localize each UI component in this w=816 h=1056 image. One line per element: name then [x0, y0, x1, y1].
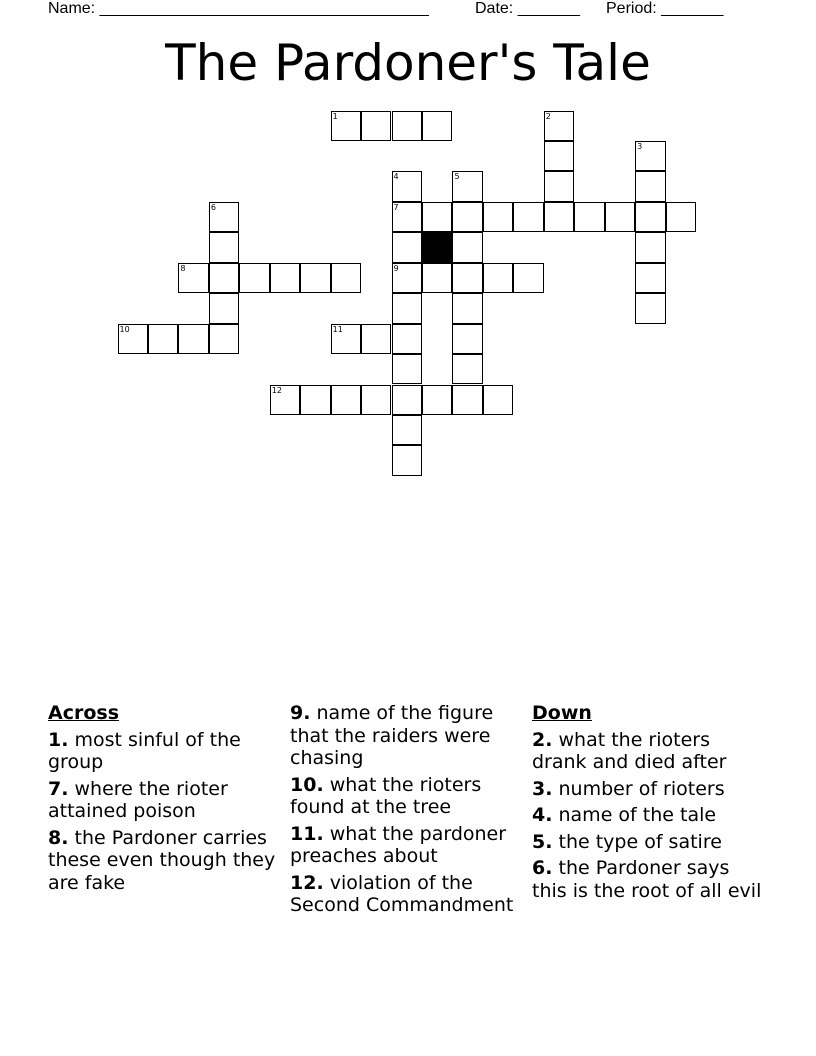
clue-number-label: 9 [393, 263, 399, 273]
grid-cell[interactable] [300, 263, 330, 293]
clue-number: 4. [532, 804, 553, 826]
grid-cell[interactable] [361, 385, 391, 415]
clue-number-label: 7 [393, 202, 399, 212]
grid-cell[interactable] [361, 324, 391, 354]
clue-down-3 [532, 778, 768, 801]
grid-cell[interactable] [452, 171, 482, 201]
clue-across-12 [290, 872, 526, 917]
grid-cell[interactable] [331, 385, 361, 415]
clue-number: 7. [48, 777, 69, 800]
grid-cell[interactable] [452, 263, 482, 293]
grid-cell[interactable] [574, 202, 604, 232]
grid-cell[interactable] [178, 324, 208, 354]
grid-cell[interactable] [422, 202, 452, 232]
grid-cell[interactable] [513, 202, 543, 232]
grid-cell[interactable] [483, 385, 513, 415]
clue-number-label: 2 [545, 111, 551, 121]
clue-down-4 [532, 804, 768, 827]
grid-cell[interactable] [331, 263, 361, 293]
grid-cell[interactable] [178, 263, 208, 293]
down-heading: Down [532, 702, 592, 724]
clue-down-2 [532, 729, 768, 774]
clue-number: 9. [290, 702, 311, 724]
clue-number: 3. [532, 777, 553, 800]
clue-number: 8. [48, 826, 69, 849]
clue-number: 12. [290, 871, 324, 894]
grid-cell[interactable] [605, 202, 635, 232]
grid-cell[interactable] [209, 232, 239, 262]
grid-cell[interactable] [209, 293, 239, 323]
clue-number: 5. [532, 830, 553, 853]
grid-cell[interactable] [392, 354, 422, 384]
page-title: The Pardoner's Tale [165, 34, 651, 92]
clue-text: where the rioter attained poison [48, 777, 228, 822]
clue-across-8 [48, 827, 284, 895]
grid-cell[interactable] [452, 232, 482, 262]
grid-cell[interactable] [148, 324, 178, 354]
clue-across-9 [290, 702, 526, 770]
grid-cell[interactable] [392, 263, 422, 293]
grid-cell[interactable] [635, 293, 665, 323]
grid-cell[interactable] [300, 385, 330, 415]
clue-number-label: 8 [180, 263, 186, 273]
name-field-label[interactable]: Name: _____________________________________ [48, 0, 429, 17]
grid-cell[interactable] [513, 263, 543, 293]
across-heading: Across [48, 702, 120, 724]
grid-cell[interactable] [239, 263, 269, 293]
clue-across-1 [48, 729, 284, 774]
grid-cell[interactable] [452, 324, 482, 354]
clues-column-3 [532, 702, 768, 906]
clue-text: the type of satire [558, 830, 722, 853]
clue-number: 6. [532, 857, 553, 879]
clue-text: name of the figure that the raiders were chasing [290, 702, 494, 769]
clue-number-label: 10 [119, 324, 130, 334]
grid-cell[interactable] [331, 324, 361, 354]
clue-number-label: 5 [454, 172, 460, 182]
grid-cell[interactable] [392, 324, 422, 354]
grid-cell[interactable] [392, 385, 422, 415]
grid-cell[interactable] [331, 111, 361, 141]
grid-cell[interactable] [392, 232, 422, 262]
grid-cell[interactable] [392, 293, 422, 323]
clue-number: 10. [290, 773, 324, 796]
clue-text: most sinful of the group [48, 728, 241, 773]
clue-across-10 [290, 774, 526, 819]
grid-cell[interactable] [635, 171, 665, 201]
grid-cell[interactable] [361, 111, 391, 141]
clue-number-label: 3 [637, 141, 643, 151]
clue-number-label: 6 [210, 202, 216, 212]
grid-cell[interactable] [392, 445, 422, 475]
grid-cell[interactable] [635, 202, 665, 232]
grid-cell[interactable] [635, 263, 665, 293]
grid-cell[interactable] [544, 171, 574, 201]
period-field-label[interactable]: Period: _______ [606, 0, 724, 17]
grid-cell[interactable] [452, 385, 482, 415]
clue-text: violation of the Second Commandment [290, 871, 514, 916]
clue-number-label: 4 [393, 172, 399, 182]
clue-number-label: 11 [332, 324, 343, 334]
clues-column-1 [48, 702, 284, 898]
grid-cell[interactable] [392, 171, 422, 201]
clue-text: number of rioters [558, 777, 725, 800]
grid-cell[interactable] [544, 141, 574, 171]
clue-text: the Pardoner carries these even though they are fake [48, 826, 276, 894]
grid-cell[interactable] [209, 324, 239, 354]
grid-cell[interactable] [209, 263, 239, 293]
date-field-label[interactable]: Date: _______ [475, 0, 580, 17]
clue-number: 2. [532, 728, 553, 751]
clue-number: 1. [48, 728, 69, 751]
grid-cell[interactable] [452, 293, 482, 323]
grid-cell[interactable] [392, 202, 422, 232]
clue-text: what the rioters drank and died after [532, 728, 727, 773]
grid-cell[interactable] [544, 111, 574, 141]
grid-cell[interactable] [422, 263, 452, 293]
grid-cell[interactable] [422, 385, 452, 415]
grid-cell[interactable] [422, 111, 452, 141]
grid-cell[interactable] [666, 202, 696, 232]
clue-across-7 [48, 778, 284, 823]
clue-across-11 [290, 823, 526, 868]
grid-cell[interactable] [483, 202, 513, 232]
clues-column-2 [290, 702, 526, 921]
clue-text: the Pardoner says this is the root of all evil [532, 857, 762, 902]
grid-cell[interactable] [118, 324, 148, 354]
clue-text: what the pardoner preaches about [290, 822, 507, 867]
grid-cell[interactable] [392, 415, 422, 445]
grid-cell[interactable] [483, 263, 513, 293]
grid-cell[interactable] [635, 232, 665, 262]
grid-cell[interactable] [209, 202, 239, 232]
grid-cell[interactable] [544, 202, 574, 232]
grid-cell[interactable] [635, 141, 665, 171]
crossword-grid [0, 0, 816, 460]
grid-cell[interactable] [270, 385, 300, 415]
grid-cell[interactable] [452, 202, 482, 232]
clue-down-6 [532, 857, 768, 902]
grid-black-cell [422, 232, 452, 262]
clue-text: name of the tale [558, 804, 717, 826]
grid-cell[interactable] [392, 111, 422, 141]
clue-number: 11. [290, 822, 324, 845]
grid-cell[interactable] [270, 263, 300, 293]
grid-cell[interactable] [452, 354, 482, 384]
clue-down-5 [532, 831, 768, 854]
clue-number-label: 12 [271, 385, 282, 395]
clue-text: what the rioters found at the tree [290, 773, 482, 818]
clue-number-label: 1 [332, 111, 338, 121]
